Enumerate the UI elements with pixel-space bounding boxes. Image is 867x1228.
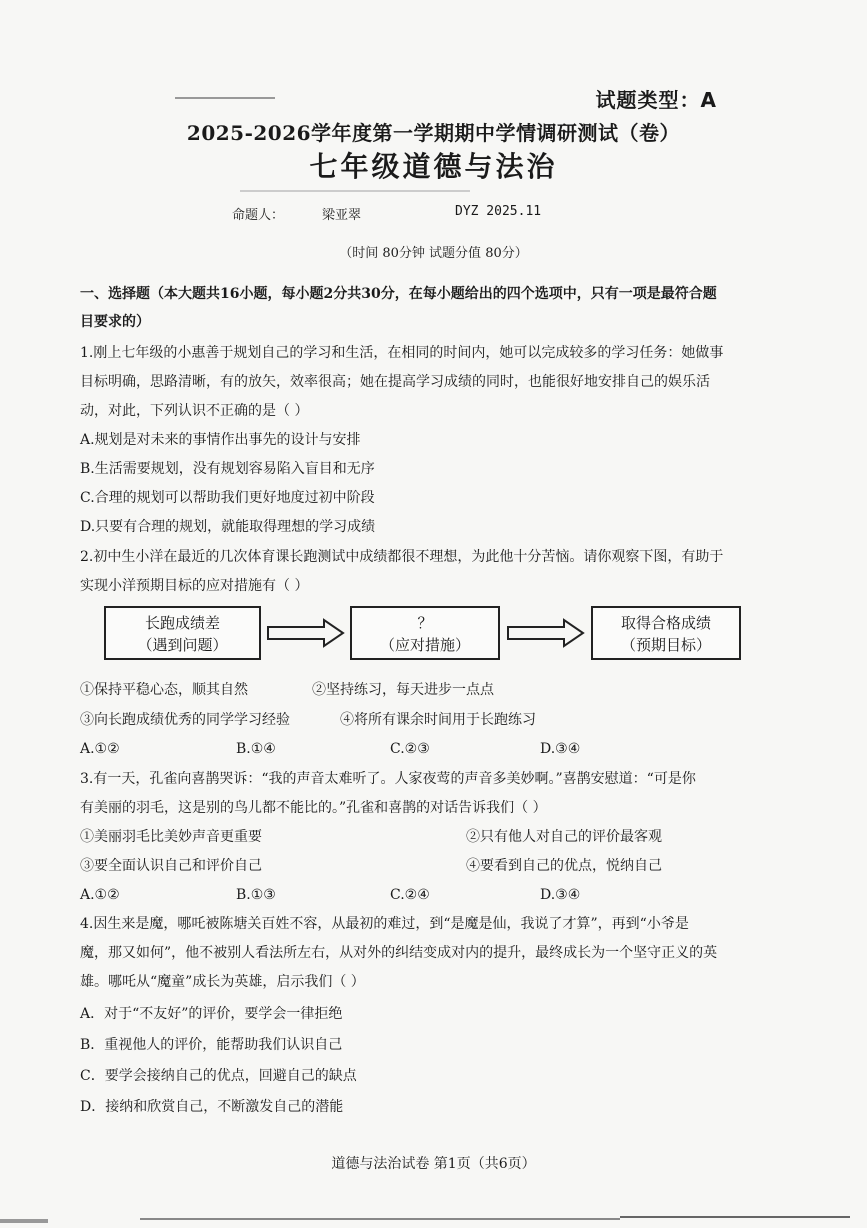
exam-code: DYZ 2025.11: [455, 204, 542, 219]
item-3: ③向长跑成绩优秀的同学学习经验: [80, 712, 290, 728]
question-stem: 1.刚上七年级的小惠善于规划自己的学习和生活，在相同的时间内，她可以完成较多的学习任务：她做事: [80, 345, 724, 361]
question-stem: 2.初中生小洋在最近的几次体育课长跑测试中成绩都很不理想，为此他十分苦恼。请你观察下图，有助于: [80, 549, 724, 565]
item-4: ④要看到自己的优点，悦纳自己: [466, 858, 662, 874]
flow-box-problem: [104, 606, 261, 660]
question-stem: 3.有一天，孔雀向喜鹊哭诉：“我的声音太难听了。人家夜莺的声音多美妙啊。”喜鹊安慰道：“可是你: [80, 771, 696, 787]
flow-box-goal: [591, 606, 741, 660]
scan-mark: [620, 1216, 850, 1218]
item-1: ①美丽羽毛比美妙声音更重要: [80, 829, 262, 845]
flow-box-line: ？: [417, 614, 433, 632]
flow-box-line: （遇到问题）: [137, 636, 228, 654]
question-stem: 魔，那又如何”，他不被别人看法所左右，从对外的纠结变成对内的提升，最终成长为一个坚守正义的英: [80, 945, 718, 961]
exam-type-label: 试题类型：A: [595, 88, 717, 112]
option-a: A.①②: [80, 887, 120, 903]
item-1: ①保持平稳心态，顺其自然: [80, 682, 248, 698]
option-c: C.②④: [390, 887, 430, 903]
flow-box-line: （应对措施）: [379, 636, 470, 654]
scan-mark: [0, 1219, 48, 1223]
author-name: 梁亚翠: [322, 208, 362, 223]
option-c: C.②③: [390, 741, 430, 757]
question-stem: 动，对此，下列认识不正确的是（ ）: [80, 403, 309, 419]
question-stem: 目标明确，思路清晰，有的放矢，效率很高；她在提高学习成绩的同时，也能很好地安排自己的娱乐活: [80, 374, 710, 390]
option-a: A.①②: [80, 741, 120, 757]
section-title: 一、选择题（本大题共16小题，每小题2分共30分，在每小题给出的四个选项中，只有一项是最符合题: [80, 286, 717, 302]
option-a: A．对于“不友好”的评价，要学会一律拒绝: [80, 1006, 343, 1022]
flow-box-line: （预期目标）: [620, 636, 711, 654]
option-b: B.①③: [236, 887, 276, 903]
section-title-cont: 目要求的）: [80, 314, 150, 330]
subject-title: 七年级道德与法治: [309, 150, 558, 183]
flow-box-line: 长跑成绩差: [144, 614, 220, 632]
scan-mark: [240, 190, 470, 192]
option-a: A.规划是对未来的事情作出事先的设计与安排: [80, 432, 361, 448]
scan-mark: [140, 1218, 620, 1220]
question-stem: 4.因生来是魔，哪吒被陈塘关百姓不容，从最初的难过，到“是魔是仙，我说了才算”，再到“小爷是: [80, 916, 689, 932]
flow-arrow-icon: [266, 618, 346, 648]
page-footer: 道德与法治试卷 第1页（共6页）: [331, 1156, 536, 1172]
option-d: D.③④: [540, 741, 581, 757]
item-2: ②坚持练习，每天进步一点点: [312, 682, 494, 698]
flow-arrow-icon: [506, 618, 586, 648]
option-c: C.合理的规划可以帮助我们更好地度过初中阶段: [80, 490, 375, 506]
question-stem: 雄。哪吒从“魔童”成长为英雄，启示我们（ ）: [80, 974, 365, 990]
option-c: C．要学会接纳自己的优点，回避自己的缺点: [80, 1068, 357, 1084]
author-label: 命题人：: [232, 208, 285, 223]
option-b: B.①④: [236, 741, 276, 757]
scan-mark: [175, 97, 275, 99]
option-b: B．重视他人的评价，能帮助我们认识自己: [80, 1037, 343, 1053]
exam-title: 2025-2026学年度第一学期期中学情调研测试（卷）: [186, 121, 681, 145]
flow-box-measure: [350, 606, 500, 660]
item-2: ②只有他人对自己的评价最客观: [466, 829, 662, 845]
flow-box-line: 取得合格成绩: [620, 614, 711, 632]
option-d: D．接纳和欣赏自己，不断激发自己的潜能: [80, 1099, 344, 1115]
option-b: B.生活需要规划，没有规划容易陷入盲目和无序: [80, 461, 375, 477]
item-4: ④将所有课余时间用于长跑练习: [340, 712, 536, 728]
question-stem: 有美丽的羽毛，这是别的鸟儿都不能比的。”孔雀和喜鹊的对话告诉我们（ ）: [80, 800, 547, 816]
option-d: D.③④: [540, 887, 581, 903]
question-stem: 实现小洋预期目标的应对措施有（ ）: [80, 578, 309, 594]
option-d: D.只要有合理的规划，就能取得理想的学习成绩: [80, 519, 376, 535]
item-3: ③要全面认识自己和评价自己: [80, 858, 262, 874]
exam-timing: （时间 80分钟 试题分值 80分）: [339, 246, 528, 261]
